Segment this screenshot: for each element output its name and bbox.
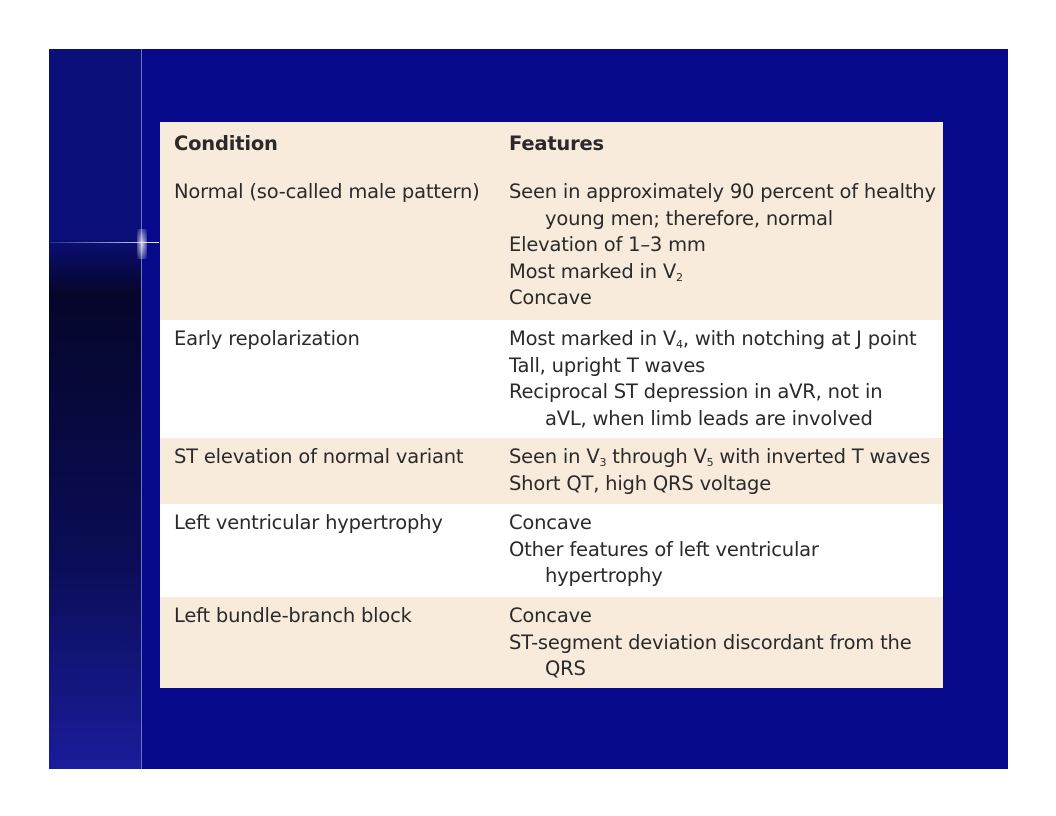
table-header-row — [160, 122, 943, 170]
header-features: Features — [509, 132, 604, 155]
feature-line: Seen in $V_3$ through $V_5$ with inverted T waves — [509, 445, 931, 469]
slide-vertical-rule — [141, 49, 142, 769]
feature-line: Concave — [509, 511, 592, 534]
header-condition: Condition — [174, 132, 278, 155]
table-cell-features — [509, 179, 941, 312]
feature-line: Most marked in $V_2$ — [509, 259, 683, 284]
feature-line: Most marked in $V_4$, with notching at J point — [509, 327, 917, 351]
table-cell-condition: Normal (so-called male pattern) — [174, 180, 480, 203]
table-cell-condition: Early repolarization — [174, 327, 360, 350]
table-cell-condition: Left ventricular hypertrophy — [174, 511, 443, 534]
feature-line: Tall, upright T waves — [509, 353, 706, 377]
table-cell-features — [509, 603, 941, 683]
table-row-left-bundle-branch-block — [160, 597, 943, 688]
slide-cross-glow — [137, 229, 147, 259]
conditions-table — [160, 122, 943, 688]
feature-line: Concave — [509, 286, 592, 309]
feature-line: aVL, when limb leads are involved — [545, 406, 873, 430]
feature-line: QRS — [545, 657, 586, 680]
table-row-early-repolarization — [160, 320, 943, 438]
feature-line: ST-segment deviation discordant from the — [509, 630, 912, 654]
feature-line: young men; therefore, normal — [545, 206, 833, 230]
feature-line: Concave — [509, 604, 592, 627]
feature-line: Reciprocal ST depression in aVR, not in — [509, 380, 883, 403]
table-row-st-elevation-normal-variant — [160, 438, 943, 504]
table-cell-features — [509, 326, 941, 432]
slide-left-band — [49, 49, 141, 769]
table-row-normal — [160, 170, 943, 320]
table-row-left-ventricular-hypertrophy — [160, 504, 943, 597]
feature-line: Seen in approximately 90 percent of healthy — [509, 180, 936, 203]
table-cell-features — [509, 444, 941, 497]
table-cell-condition: ST elevation of normal variant — [174, 445, 464, 468]
feature-line: Elevation of 1–3 mm — [509, 233, 706, 256]
table-cell-condition: Left bundle-branch block — [174, 604, 412, 627]
feature-line: Other features of left ventricular — [509, 537, 819, 561]
table-cell-features — [509, 510, 941, 590]
feature-line: Short QT, high QRS voltage — [509, 471, 772, 495]
feature-line: hypertrophy — [545, 564, 663, 587]
